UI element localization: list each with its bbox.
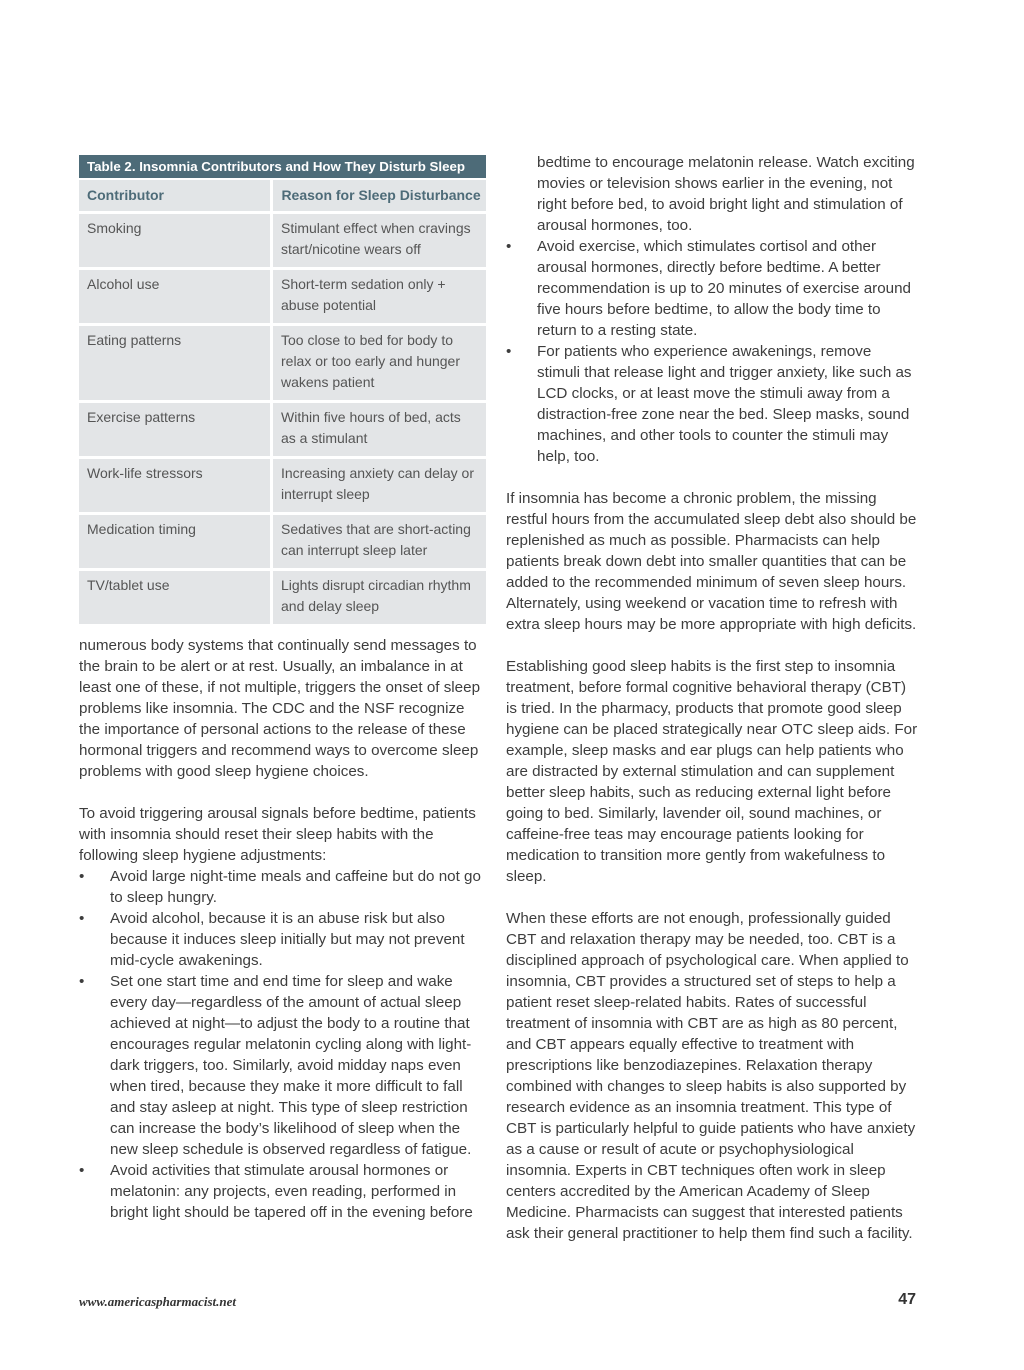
body-paragraph: To avoid triggering arousal signals before bedtime, patients with insomnia should reset their sleep habits with the following sleep hygiene adjustments: (79, 805, 476, 864)
bullet-icon: • (506, 238, 512, 255)
sleep-hygiene-list-continued (506, 152, 918, 467)
list-item (79, 866, 487, 908)
table-row (79, 568, 486, 624)
left-column (79, 635, 487, 1223)
bullet-icon: • (79, 910, 85, 927)
contributor-cell: Work-life stressors (79, 459, 270, 512)
list-item-text: For patients who experience awakenings, remove stimuli that release light and trigger anxiety, like such as LCD clocks, or at least move the stimuli away from a distraction-free zone near the bed. Sleep masks, sound machines, and other tools to counter the stimuli may help, too. (537, 343, 912, 465)
list-item (506, 152, 918, 236)
list-item-text: bedtime to encourage melatonin release. Watch exciting movies or television shows earlier in the evening, not right before bed, to avoid bright light and stimulation of arousal hormones, too. (537, 154, 915, 234)
table-row (79, 211, 486, 267)
list-item-text: Avoid activities that stimulate arousal hormones or melatonin: any projects, even reading, performed in bright light should be tapered off in the evening before (110, 1162, 473, 1221)
contributor-cell: Medication timing (79, 515, 270, 568)
contributor-cell: Smoking (79, 214, 270, 267)
reason-cell: Lights disrupt circadian rhythm and delay sleep (273, 571, 486, 624)
header-reason: Reason for Sleep Disturbance (273, 180, 486, 211)
reason-cell: Within five hours of bed, acts as a stimulant (273, 403, 486, 456)
table-row (79, 267, 486, 323)
bullet-icon: • (79, 868, 85, 885)
list-item (79, 971, 487, 1160)
body-paragraph: When these efforts are not enough, professionally guided CBT and relaxation therapy may be needed, too. CBT is a disciplined approach of psychological care. When applied to insomnia, CBT provides a structured set of steps to help a patient reset sleep-related habits. Rates of successful treatment of insomnia with CBT are as high as 80 percent, and CBT appears equally effective to treatment with prescriptions like benzodiazepines. Relaxation therapy combined with changes to sleep habits is also supported by research evidence as an insomnia treatment. This type of CBT is particularly helpful to guide patients who have anxiety as a cause or result of acute or psychophysiological insomnia. Experts in CBT techniques often work in sleep centers accredited by the American Academy of Sleep Medicine. Pharmacists can suggest that interested patients ask their general practitioner to help them find such a facility. (506, 910, 916, 1242)
insomnia-contributors-table (79, 155, 486, 624)
table-row (79, 323, 486, 400)
list-item-text: Avoid exercise, which stimulates cortisol and other arousal hormones, directly before bedtime. A better recommendation is up to 20 minutes of exercise around five hours before bedtime, to allow the body time to return to a resting state. (537, 238, 911, 339)
reason-cell: Increasing anxiety can delay or interrupt sleep (273, 459, 486, 512)
body-paragraph: Establishing good sleep habits is the first step to insomnia treatment, before formal cognitive behavioral therapy (CBT) is tried. In the pharmacy, products that promote good sleep hygiene can be placed strategically near OTC sleep aids. For example, sleep masks and ear plugs can help patients who are distracted by external stimulation and can supplement better sleep habits, such as reducing external light before going to bed. Similarly, lavender oil, sound machines, or caffeine-free teas may encourage patients looking for medication to transition more gently from wakefulness to sleep. (506, 658, 918, 885)
table-header-row (79, 178, 486, 211)
contributor-cell: Alcohol use (79, 270, 270, 323)
header-contributor: Contributor (79, 180, 270, 211)
contributor-cell: Eating patterns (79, 326, 270, 400)
list-item-text: Set one start time and end time for sleep and wake every day—regardless of the amount of actual sleep achieved at night—to adjust the body to a routine that encourages regular melatonin cycling along with light-dark triggers, too. Similarly, avoid midday naps even when tired, because they make it more difficult to fall and stay asleep at night. This type of sleep restriction can increase the body’s likelihood of sleep when the new sleep schedule is observed regardless of fatigue. (110, 973, 472, 1158)
sleep-hygiene-list (79, 866, 487, 1223)
list-item (506, 236, 918, 341)
bullet-icon: • (506, 343, 512, 360)
table-row (79, 400, 486, 456)
body-paragraph: If insomnia has become a chronic problem, the missing restful hours from the accumulated sleep debt also should be replenished as much as possible. Pharmacists can help patients break down debt into smaller quantities that can be added to the recommended minimum of seven sleep hours. Alternately, using weekend or vacation time to refresh with extra sleep hours may be more appropriate with high deficits. (506, 490, 917, 633)
list-item-text: Avoid large night-time meals and caffeine but do not go to sleep hungry. (110, 868, 481, 906)
reason-cell: Short-term sedation only + abuse potential (273, 270, 486, 323)
footer-url: www.americaspharmacist.net (79, 1294, 236, 1309)
page-number: 47 (898, 1291, 916, 1308)
table-row (79, 456, 486, 512)
table-title: Table 2. Insomnia Contributors and How They Disturb Sleep (79, 155, 486, 178)
table-row (79, 512, 486, 568)
reason-cell: Stimulant effect when cravings start/nicotine wears off (273, 214, 486, 267)
contributor-cell: TV/tablet use (79, 571, 270, 624)
bullet-icon: • (79, 1162, 85, 1179)
list-item (79, 1160, 487, 1223)
reason-cell: Too close to bed for body to relax or too early and hunger wakens patient (273, 326, 486, 400)
list-item (506, 341, 918, 467)
contributor-cell: Exercise patterns (79, 403, 270, 456)
body-paragraph: numerous body systems that continually send messages to the brain to be alert or at rest. Usually, an imbalance in at least one of these, if not multiple, triggers the onset of sleep problems like insomnia. The CDC and the NSF recognize the importance of personal actions to the release of these hormonal triggers and recommend ways to overcome sleep problems with good sleep hygiene choices. (79, 637, 481, 780)
reason-cell: Sedatives that are short-acting can interrupt sleep later (273, 515, 486, 568)
list-item (79, 908, 487, 971)
list-item-text: Avoid alcohol, because it is an abuse risk but also because it induces sleep initially but may not prevent mid-cycle awakenings. (110, 910, 465, 969)
bullet-icon: • (79, 973, 85, 990)
right-column (506, 152, 918, 1244)
